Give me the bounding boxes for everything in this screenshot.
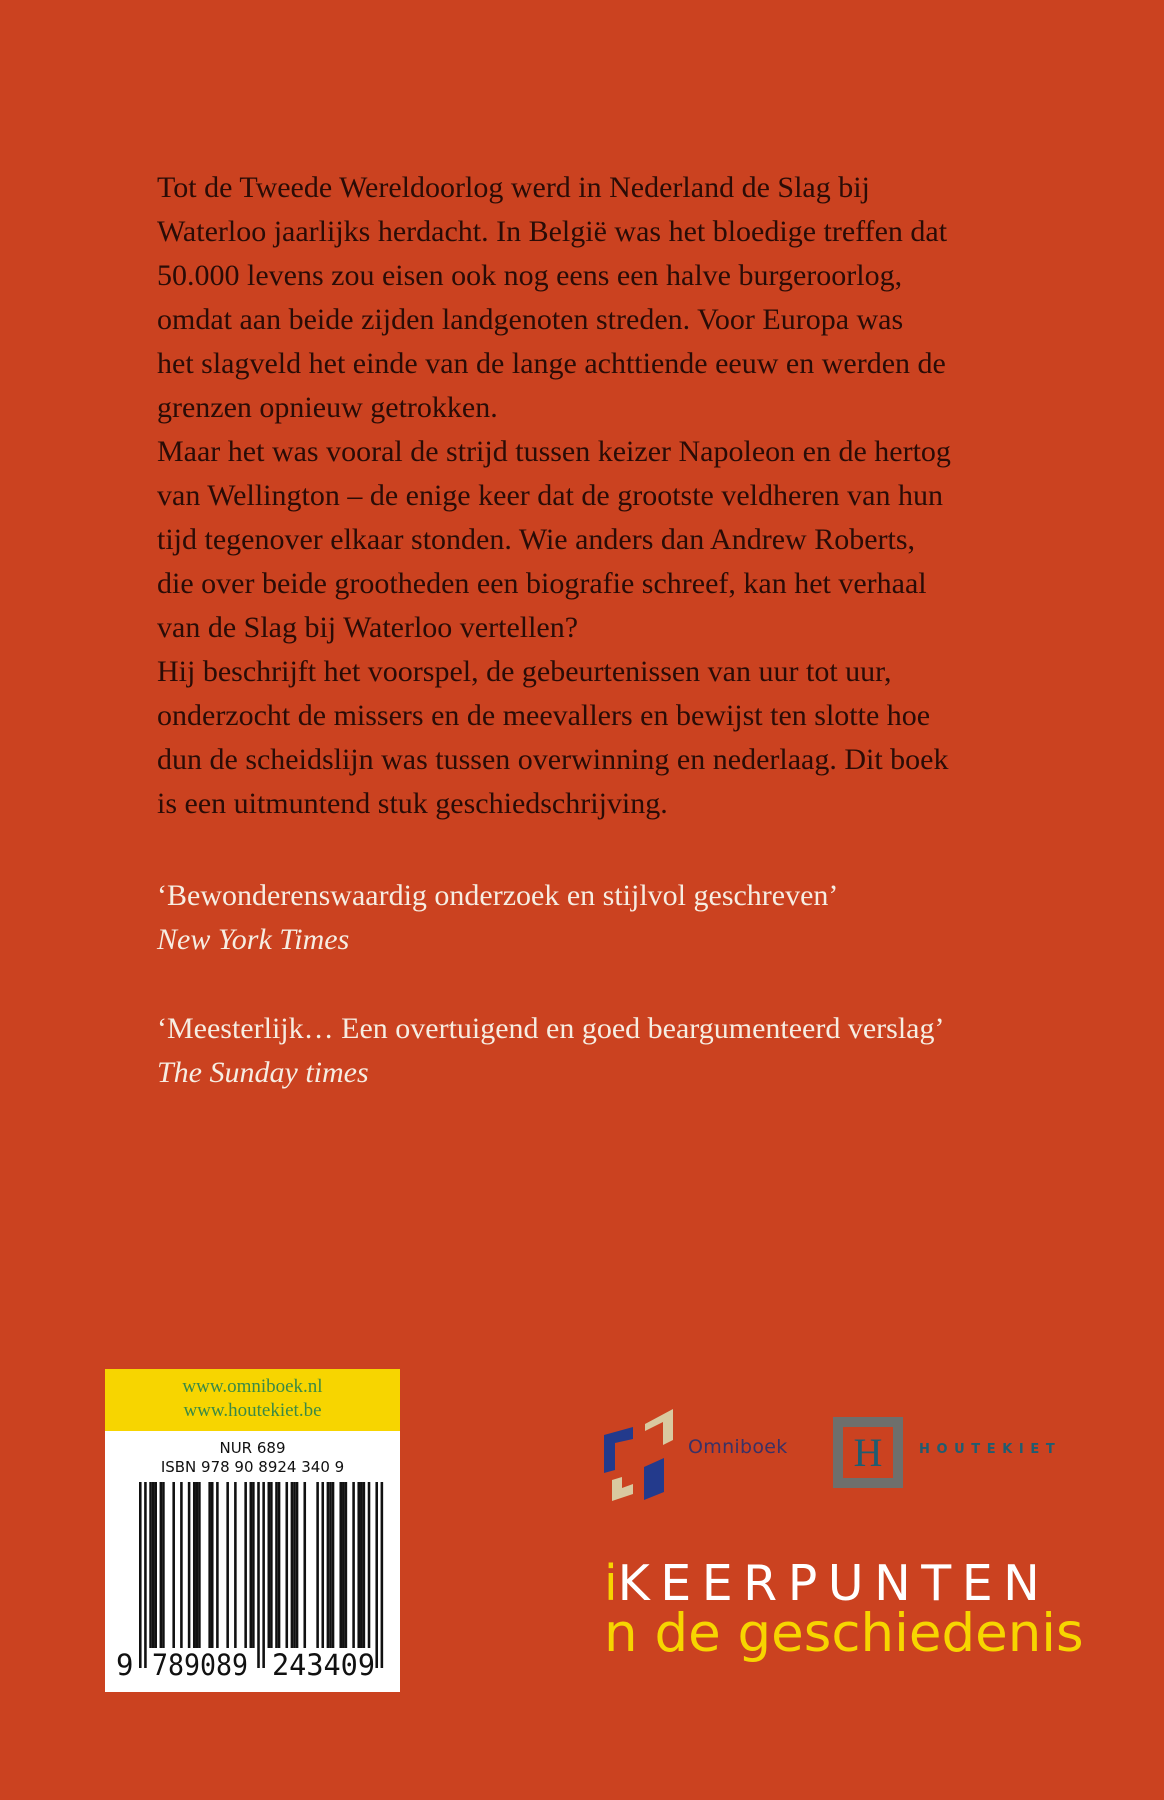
isbn-number: ISBN 978 90 8924 340 9 xyxy=(160,1458,345,1476)
blurb-text xyxy=(157,166,1057,826)
blurb-line: dun de scheidslijn was tussen overwinning en nederlaag. Dit boek xyxy=(157,743,949,776)
omniboek-logo-icon xyxy=(600,1400,690,1510)
quote-source: The Sunday times xyxy=(157,1056,369,1089)
blurb-line: van de Slag bij Waterloo vertellen? xyxy=(157,611,579,644)
omniboek-name: Omniboek xyxy=(688,1436,788,1458)
quote-source: New York Times xyxy=(157,923,350,956)
barcode-icon xyxy=(105,1369,400,1692)
series-line-1: iKEERPUNTEN xyxy=(604,1555,1051,1612)
houtekiet-monogram: H xyxy=(853,1429,883,1475)
series-logo xyxy=(604,1555,1084,1664)
blurb-line: 50.000 levens zou eisen ook nog eens een halve burgeroorlog, xyxy=(157,259,903,292)
barcode-box xyxy=(105,1369,400,1692)
blurb-line: Tot de Tweede Wereldoorlog werd in Nederland de Slag bij xyxy=(157,171,870,204)
blurb-line: tijd tegenover elkaar stonden. Wie anders dan Andrew Roberts, xyxy=(157,523,916,556)
houtekiet-logo-icon xyxy=(833,1417,903,1488)
blurb-line: die over beide grootheden een biografie schreef, kan het verhaal xyxy=(157,567,927,600)
blurb-line: onderzocht de missers en de meevallers en bewijst ten slotte hoe xyxy=(157,699,931,732)
quote-text: ‘Bewonderenswaardig onderzoek en stijlvol geschreven’ xyxy=(157,879,839,912)
barcode-digits-left: 789089 xyxy=(152,1648,248,1682)
review-quote xyxy=(157,1007,1057,1095)
houtekiet-name: HOUTEKIET xyxy=(919,1442,1062,1457)
review-quote xyxy=(157,874,1057,962)
series-line-2: n de geschiedenis xyxy=(604,1603,1084,1664)
blurb-line: Maar het was vooral de strijd tussen keizer Napoleon en de hertog xyxy=(157,435,951,468)
blurb-line: Hij beschrijft het voorspel, de gebeurtenissen van uur tot uur, xyxy=(157,655,892,688)
blurb-line: omdat aan beide zijden landgenoten streden. Voor Europa was xyxy=(157,303,904,336)
blurb-line: Waterloo jaarlijks herdacht. In België was het bloedige treffen dat xyxy=(157,215,948,248)
nur-code: NUR 689 xyxy=(219,1439,286,1457)
url-omniboek: www.omniboek.nl xyxy=(182,1376,323,1397)
url-houtekiet: www.houtekiet.be xyxy=(183,1400,322,1421)
blurb-line: grenzen opnieuw getrokken. xyxy=(157,391,498,424)
blurb-line: van Wellington – de enige keer dat de grootste veldheren van hun xyxy=(157,479,943,512)
barcode-digits-right: 243409 xyxy=(272,1648,375,1682)
barcode-digit-first: 9 xyxy=(116,1648,134,1682)
blurb-line: is een uitmuntend stuk geschiedschrijving. xyxy=(157,787,668,820)
quote-text: ‘Meesterlijk… Een overtuigend en goed beargumenteerd verslag’ xyxy=(157,1012,945,1045)
blurb-line: het slagveld het einde van de lange achttiende eeuw en werden de xyxy=(157,347,946,380)
